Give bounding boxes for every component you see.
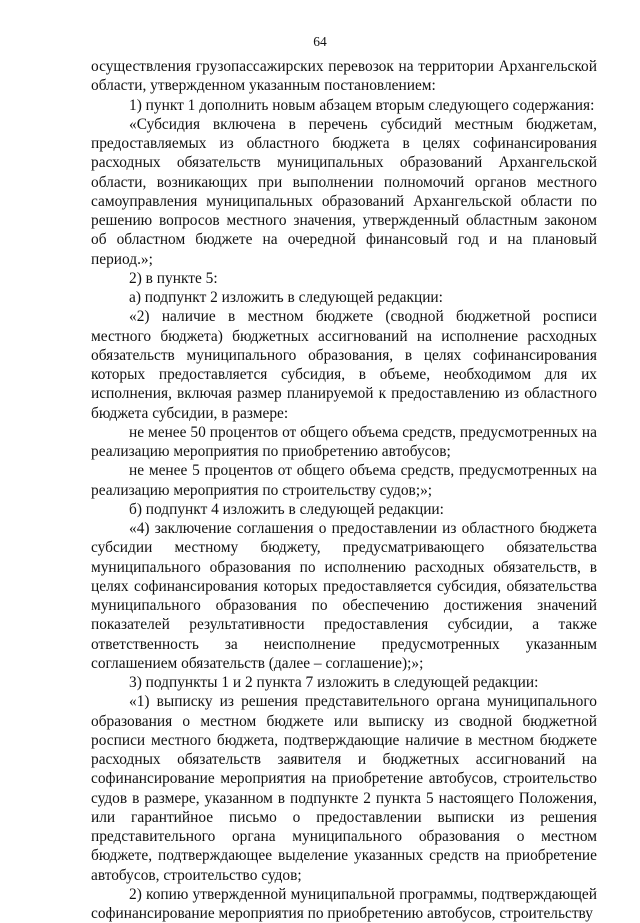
paragraph-quote-4: «4) заключение соглашения о предоставлении из областного бюджета субсидии местному бюджету, предусматривающего обязательства муниципального образования по исполнению расходных обязательств, в целях софинансирования которых предоставляется субсидия, обязательства муниципального образования по обеспечению достижения значений показателей результативности предоставления субсидии, а также ответственность за неисполнение предусмотренных указанным соглашением обязательств (далее – соглашение);»;	[91, 520, 597, 672]
paragraph-subitem-b: б) подпункт 4 изложить в следующей редакции:	[129, 500, 444, 518]
paragraph-quote-subsidy: «Субсидия включена в перечень субсидий местным бюджетам, предоставляемых из областного бюджета в целях софинансирования расходных обязательств муниципальных образований Архангельской области, возникающих при выполнении полномочий органов местного самоуправления муниципальных образований Архангельской области по решению вопросов местного значения, утвержденный областным законом об областном бюджете на очередной финансовый год и на плановый период.»;	[91, 115, 597, 268]
document-body	[91, 57, 597, 923]
paragraph-subitem-a: а) подпункт 2 изложить в следующей редакции:	[129, 289, 443, 306]
paragraph-quote-1: «1) выписку из решения представительного органа муниципального образования о местном бюджете или выписку из сводной бюджетной росписи местного бюджета, подтверждающие наличие в местном бюджете расходных обязательств заявителя и бюджетных ассигнований на софинансирование мероприятия на приобретение автобусов, строительство судов в размере, указанном в подпункте 2 пункта 5 настоящего Положения, или гарантийное письмо о предоставлении выписки из решения представительного органа муниципального образования о местном бюджете, подтверждающее выделение указанных средств на приобретение автобусов, строительство судов;	[91, 693, 597, 884]
paragraph-item-1: 1) пункт 1 дополнить новым абзацем вторым следующего содержания:	[129, 96, 595, 114]
paragraph-item-3: 3) подпункты 1 и 2 пункта 7 изложить в следующей редакции:	[129, 674, 539, 691]
paragraph-quote-2: «2) наличие в местном бюджете (сводной бюджетной росписи местного бюджета) бюджетных ассигнований на исполнение расходных обязательств муниципального образования, в целях софинансирования которых предоставляется субсидия, в объеме, необходимом для их исполнения, включая размер планируемой к предоставлению из областного бюджета субсидии, в размере:	[91, 308, 597, 422]
paragraph-item-2: 2) в пункте 5:	[129, 269, 218, 287]
paragraph-ships: не менее 5 процентов от общего объема средств, предусмотренных на реализацию мероприятия по строительству судов;»;	[91, 462, 597, 499]
paragraph-buses: не менее 50 процентов от общего объема средств, предусмотренных на реализацию мероприятия по приобретению автобусов;	[91, 423, 597, 460]
page-number: 64	[313, 34, 327, 49]
paragraph-continuation: осуществления грузопассажирских перевозок на территории Архангельской области, утвержденном указанным постановлением:	[91, 58, 597, 95]
paragraph-copy-program: 2) копию утвержденной муниципальной программы, подтверждающей софинансирование мероприятия по приобретению автобусов, строительству	[91, 885, 597, 922]
